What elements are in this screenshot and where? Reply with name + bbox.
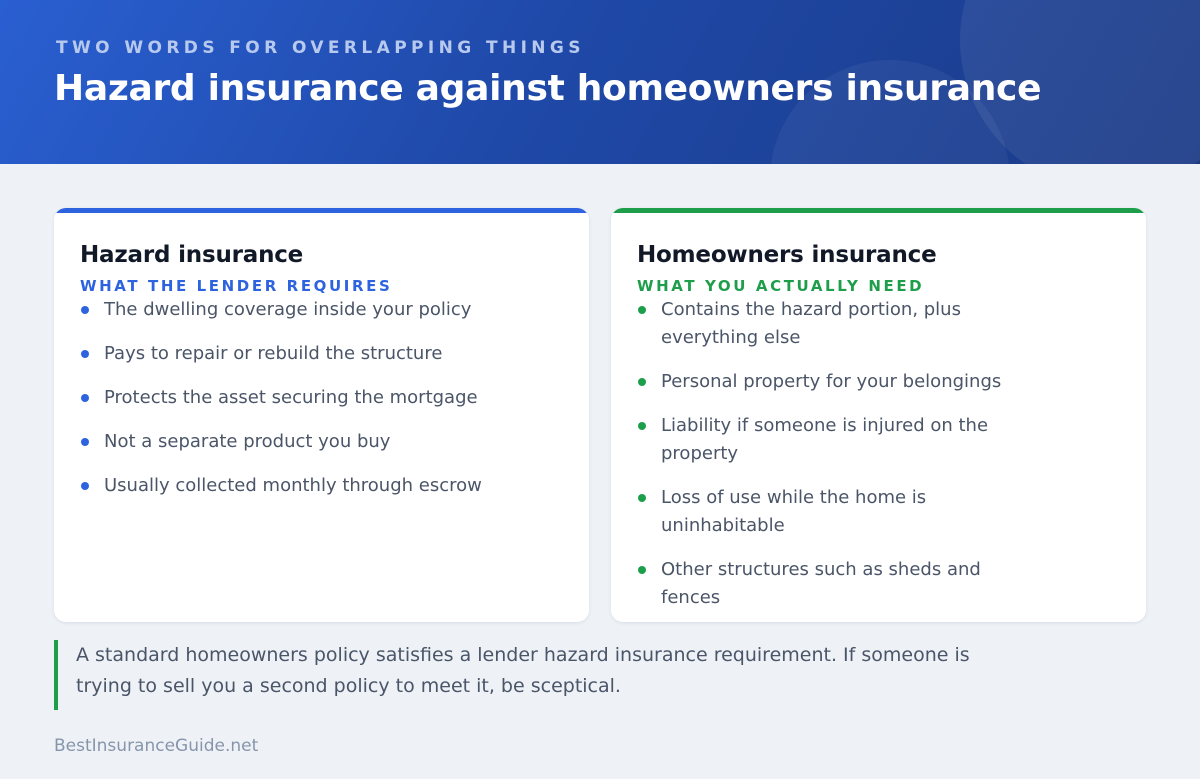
list-item xyxy=(637,484,1037,540)
list-item-text: Other structures such as sheds and fences xyxy=(661,559,981,608)
bullet-icon xyxy=(81,306,89,314)
list-item xyxy=(637,296,1037,352)
list-item-text: The dwelling coverage inside your policy xyxy=(104,299,472,320)
bullet-icon xyxy=(638,494,646,502)
bullet-icon xyxy=(81,438,89,446)
card-title: Hazard insurance xyxy=(80,242,304,268)
list-item xyxy=(80,296,510,324)
card-accent-bar xyxy=(54,208,589,213)
list-item-text: Pays to repair or rebuild the structure xyxy=(104,343,443,364)
header-banner xyxy=(0,0,1200,164)
kicker-text: TWO WORDS FOR OVERLAPPING THINGS xyxy=(56,38,585,58)
hazard-insurance-card xyxy=(54,208,589,622)
homeowners-list xyxy=(637,296,1037,622)
list-item xyxy=(637,556,1037,612)
list-item xyxy=(637,412,1037,468)
list-item-text: Contains the hazard portion, plus everything else xyxy=(661,299,961,348)
hazard-list xyxy=(80,296,510,516)
card-subtitle: WHAT THE LENDER REQUIRES xyxy=(80,277,393,295)
list-item xyxy=(80,428,510,456)
list-item-text: Loss of use while the home is uninhabitable xyxy=(661,487,927,536)
list-item-text: Not a separate product you buy xyxy=(104,431,391,452)
bullet-icon xyxy=(638,306,646,314)
callout-note: A standard homeowners policy satisfies a lender hazard insurance requirement. If someone is trying to sell you a second policy to meet it, be sceptical. xyxy=(54,640,974,710)
bullet-icon xyxy=(638,422,646,430)
card-accent-bar xyxy=(611,208,1146,213)
list-item-text: Usually collected monthly through escrow xyxy=(104,475,482,496)
list-item-text: Liability if someone is injured on the property xyxy=(661,415,989,464)
homeowners-insurance-card xyxy=(611,208,1146,622)
list-item xyxy=(80,384,510,412)
bullet-icon xyxy=(638,378,646,386)
bullet-icon xyxy=(81,482,89,490)
card-subtitle: WHAT YOU ACTUALLY NEED xyxy=(637,277,925,295)
card-title: Homeowners insurance xyxy=(637,242,937,268)
list-item xyxy=(637,368,1037,396)
page-title: Hazard insurance against homeowners insurance xyxy=(54,68,1042,109)
list-item-text: Protects the asset securing the mortgage xyxy=(104,387,478,408)
list-item xyxy=(80,340,510,368)
list-item-text: Personal property for your belongings xyxy=(661,371,1002,392)
site-brand: BestInsuranceGuide.net xyxy=(54,736,259,756)
bullet-icon xyxy=(638,566,646,574)
list-item xyxy=(80,472,510,500)
bullet-icon xyxy=(81,394,89,402)
bullet-icon xyxy=(81,350,89,358)
